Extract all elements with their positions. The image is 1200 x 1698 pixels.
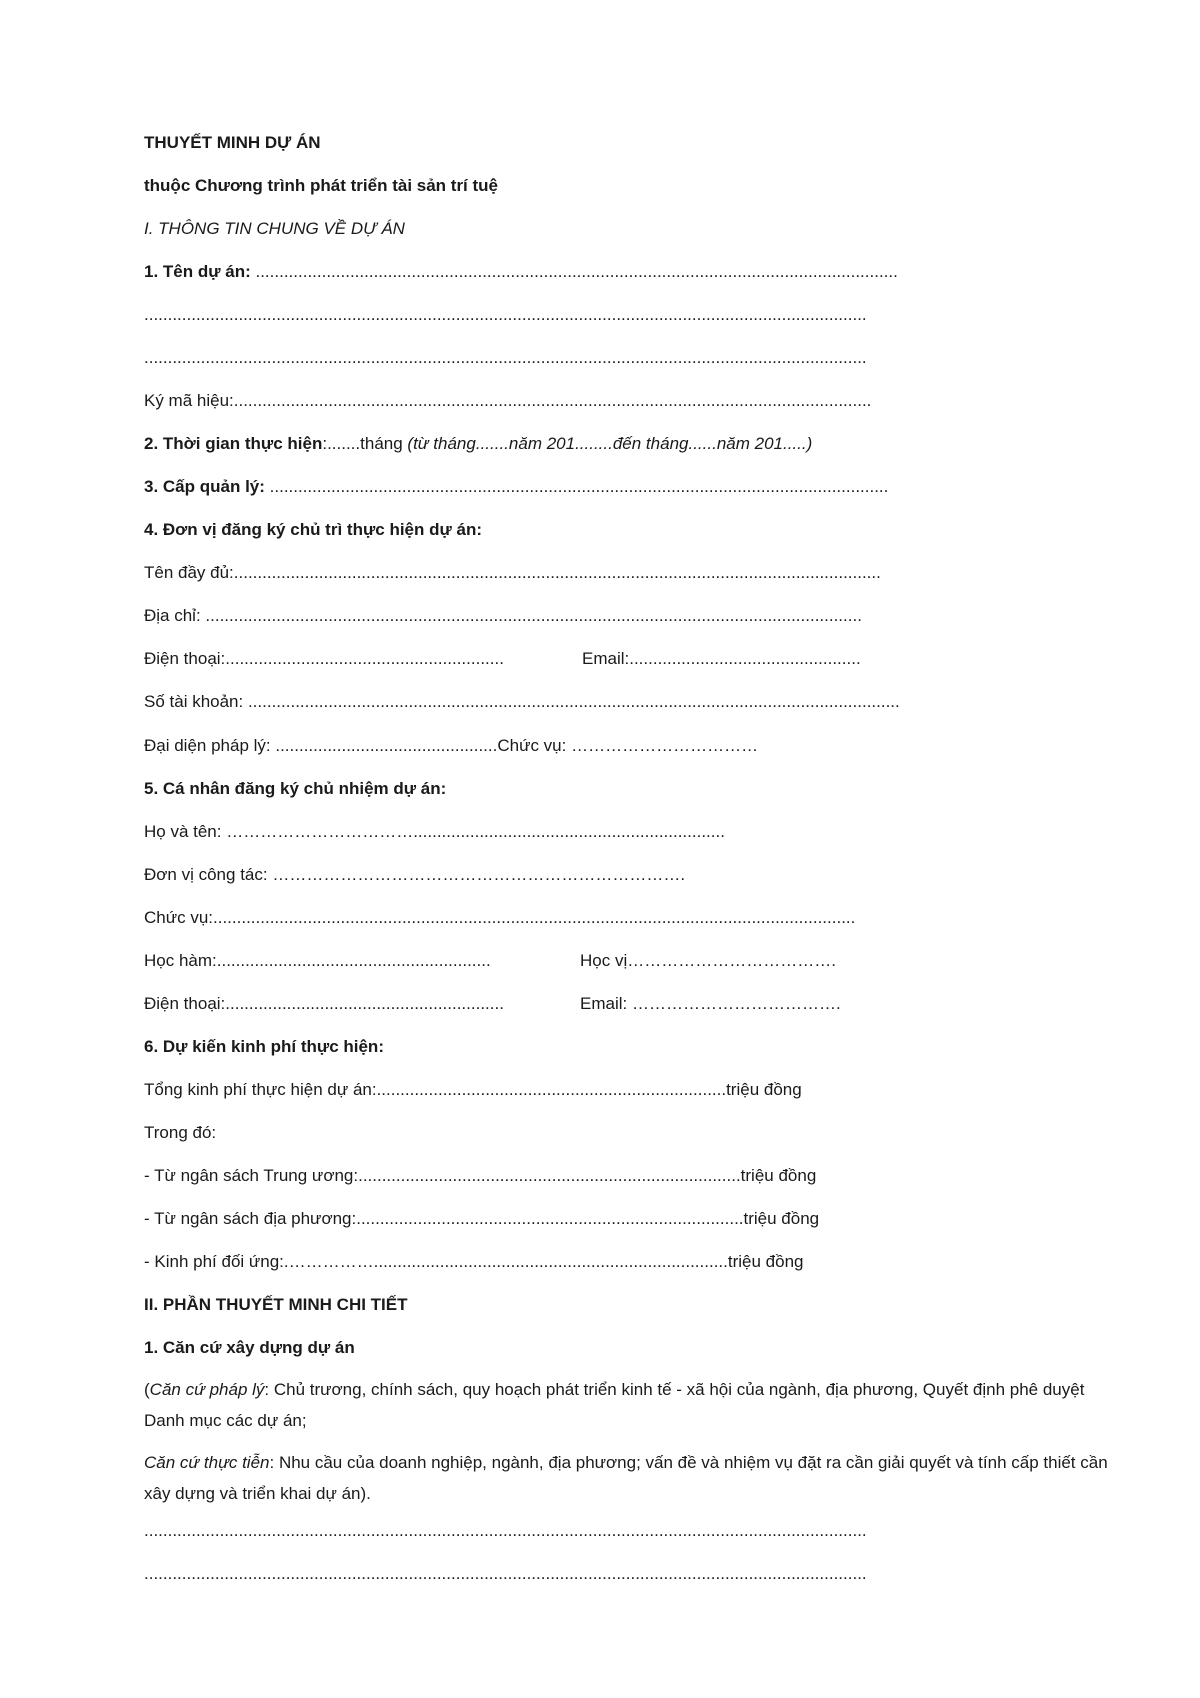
duration-text: :.......tháng [322, 434, 408, 453]
org-phone: Điện thoại:........................................................... [144, 649, 504, 668]
project-name-dots: ........................................................................................................................................ [250, 262, 898, 281]
org-legal-rep: Đại diện pháp lý: ...............................................Chức vụ: …………………………… [144, 736, 759, 755]
lead-phone: Điện thoại:........................................................... [144, 994, 504, 1013]
lead-work-unit: Đơn vị công tác: ………………………………………………………………. [144, 865, 686, 884]
duration-label: 2. Thời gian thực hiện [144, 434, 323, 453]
section-2-heading: II. PHẦN THUYẾT MINH CHI TIẾT [144, 1295, 408, 1314]
legal-basis-text: : Chủ trương, chính sách, quy hoạch phát triển kinh tế - xã hội của ngành, địa phương, Quyết định phê duyệt Danh mục các dự án; [144, 1380, 1085, 1430]
fill-line-2: ......................................................................................................................................................... [144, 1564, 867, 1583]
org-full-name: Tên đầy đủ:......................................................................................................................................... [144, 563, 881, 582]
legal-basis-paragraph [144, 1374, 1124, 1436]
project-name-dots-3: ......................................................................................................................................................... [144, 348, 867, 367]
budget-local: - Từ ngân sách địa phương:..................................................................................triệu đồng [144, 1209, 820, 1228]
org-account: Số tài khoản: .......................................................................................................................................... [144, 692, 900, 711]
doc-subtitle: thuộc Chương trình phát triển tài sản trí tuệ [144, 176, 499, 195]
management-level-dots: ................................................................................................................................... [264, 477, 889, 496]
duration-range: (từ tháng.......năm 201........đến tháng......năm 201.....) [407, 434, 813, 453]
budget-central: - Từ ngân sách Trung ương:.................................................................................triệu đồng [144, 1166, 817, 1185]
budget-heading: 6. Dự kiến kinh phí thực hiện: [144, 1037, 384, 1056]
budget-counterpart: - Kinh phí đối ứng:.……………...........................................................................triệu đồng [144, 1252, 804, 1271]
budget-breakdown-label: Trong đó: [144, 1123, 217, 1142]
project-name-row [144, 261, 898, 283]
lead-academic-rank: Học hàm:.......................................................... [144, 951, 491, 970]
org-email: Email:................................................. [582, 649, 861, 668]
lead-full-name: Họ và tên: …………………………….................................................................. [144, 822, 725, 841]
legal-basis-open: ( [144, 1380, 150, 1399]
basis-heading: 1. Căn cứ xây dựng dự án [144, 1338, 355, 1357]
budget-total: Tổng kinh phí thực hiện dự án:..........................................................................triệu đồng [144, 1080, 802, 1099]
lead-degree: Học vị………………………………. [580, 951, 836, 970]
project-name-dots-2: ......................................................................................................................................................... [144, 305, 867, 324]
duration-row [144, 433, 812, 455]
project-lead-heading: 5. Cá nhân đăng ký chủ nhiệm dự án: [144, 779, 447, 798]
legal-basis-label: Căn cứ pháp lý [149, 1380, 265, 1399]
practical-basis-paragraph [144, 1447, 1124, 1509]
practical-basis-label: Căn cứ thực tiễn [144, 1453, 270, 1472]
management-level-row [144, 476, 888, 498]
project-code: Ký mã hiệu:....................................................................................................................................... [144, 391, 872, 410]
management-level-label: 3. Cấp quản lý: [144, 477, 265, 496]
org-address: Địa chỉ: ........................................................................................................................................... [144, 606, 862, 625]
fill-line-1: ......................................................................................................................................................... [144, 1521, 867, 1540]
lead-position: Chức vụ:........................................................................................................................................ [144, 908, 856, 927]
section-1-heading: I. THÔNG TIN CHUNG VỀ DỰ ÁN [144, 219, 405, 238]
host-org-heading: 4. Đơn vị đăng ký chủ trì thực hiện dự án: [144, 520, 483, 539]
doc-title: THUYẾT MINH DỰ ÁN [144, 133, 321, 152]
practical-basis-text: : Nhu cầu của doanh nghiệp, ngành, địa phương; vấn đề và nhiệm vụ đặt ra cần giải quyết và tính cấp thiết cần xây dựng và triển khai dự án). [144, 1453, 1108, 1503]
lead-email: Email: ………………………………. [580, 994, 841, 1013]
project-name-label: 1. Tên dự án: [144, 262, 251, 281]
